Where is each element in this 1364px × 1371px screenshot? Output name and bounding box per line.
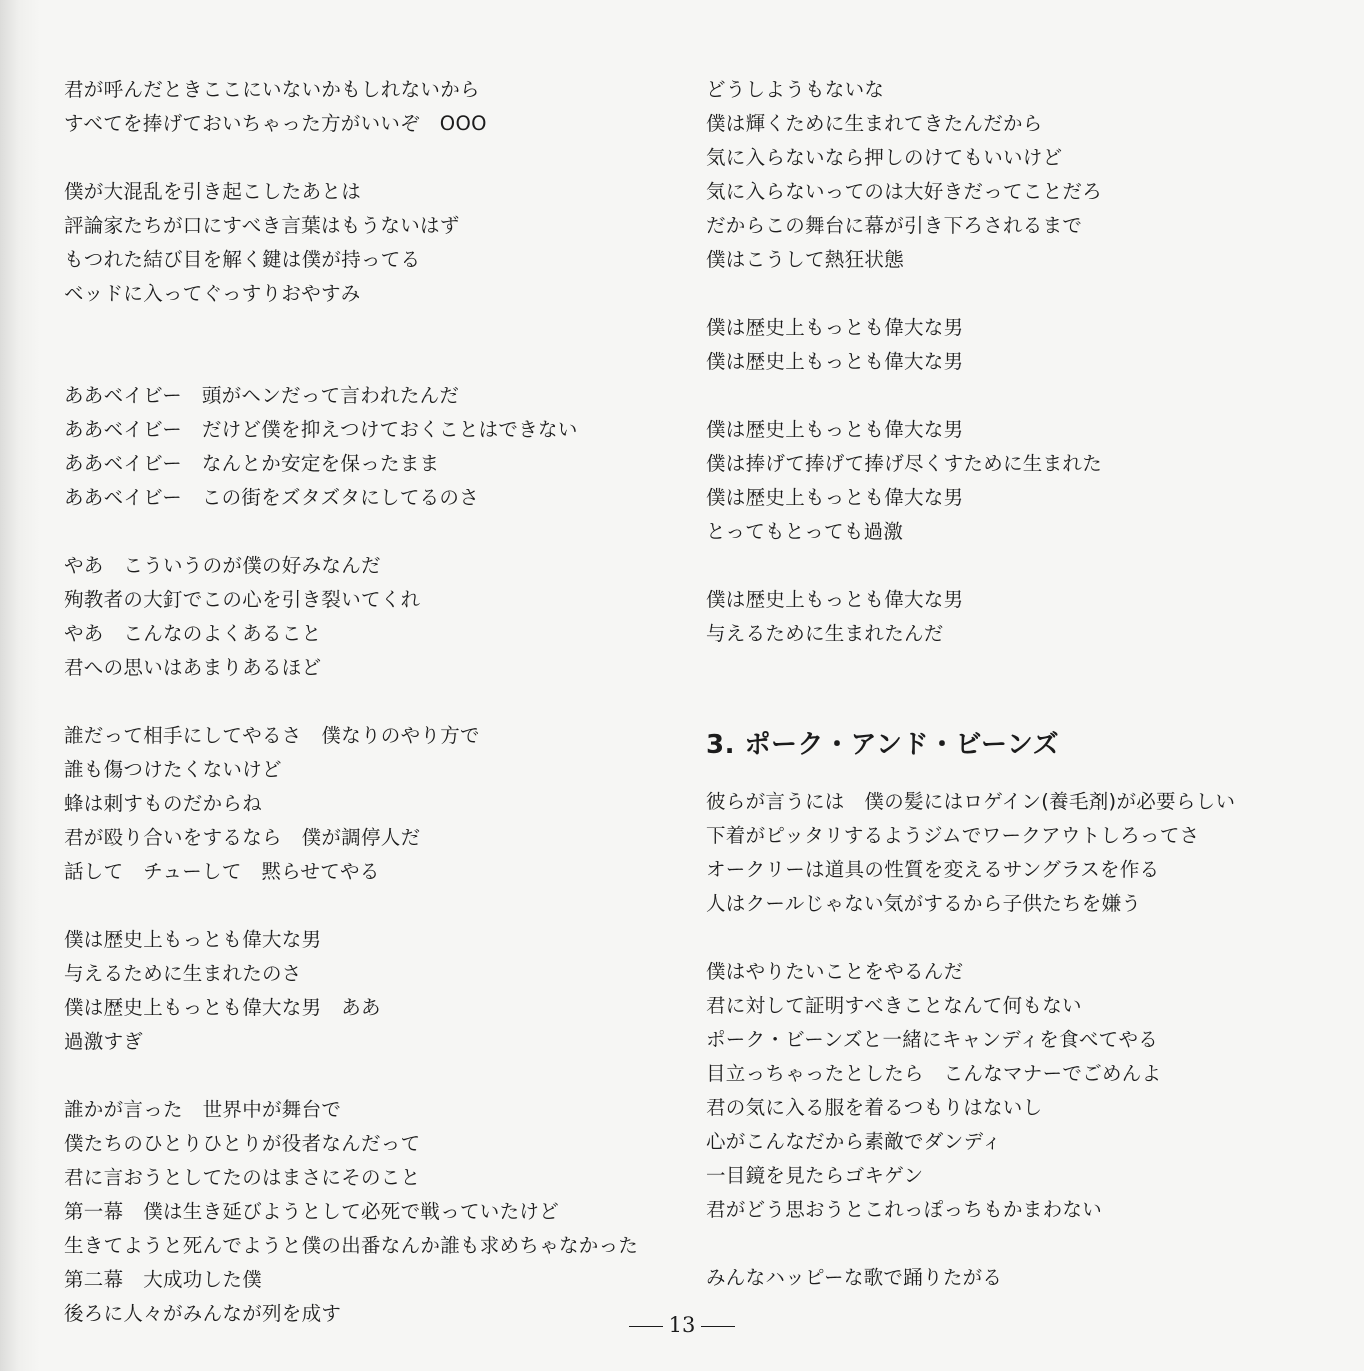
song-title: 3. ポーク・アンド・ビーンズ xyxy=(706,730,1060,760)
stanza xyxy=(64,73,664,141)
lyric-line: 僕が大混乱を引き起こしたあとは xyxy=(64,180,362,203)
lyric-line: 下着がピッタリするようジムでワークアウトしろってさ xyxy=(706,824,1200,847)
lyric-line: 与えるために生まれたんだ xyxy=(706,622,944,645)
right-column xyxy=(706,73,1326,1295)
stanza xyxy=(64,549,664,685)
lyric-line: ああベイビー この街をズタズタにしてるのさ xyxy=(64,486,480,509)
lyric-line: みんなハッピーな歌で踊りたがる xyxy=(706,1266,1003,1289)
stanza xyxy=(706,73,1326,277)
stanza xyxy=(706,785,1326,921)
lyric-line: 君に言おうとしてたのはまさにそのこと xyxy=(64,1166,421,1189)
lyric-line: オークリーは道具の性質を変えるサングラスを作る xyxy=(706,858,1160,881)
left-column xyxy=(64,73,664,1331)
left-dash xyxy=(629,1326,663,1327)
lyric-line: 蜂は刺すものだからね xyxy=(64,792,263,815)
lyric-line: 誰かが言った 世界中が舞台で xyxy=(64,1098,342,1121)
lyric-line: 評論家たちが口にすべき言葉はもうないはず xyxy=(64,214,460,237)
stanza xyxy=(64,923,664,1059)
stanza xyxy=(706,1261,1326,1295)
lyric-line: どうしようもないな xyxy=(706,78,885,101)
lyric-line: やあ こういうのが僕の好みなんだ xyxy=(64,554,381,577)
lyric-line: 僕はこうして熱狂状態 xyxy=(706,248,905,271)
stanza xyxy=(64,379,664,515)
lyric-line: 僕は歴史上もっとも偉大な男 ああ xyxy=(64,996,381,1019)
lyric-line: 僕はやりたいことをやるんだ xyxy=(706,960,964,983)
lyric-line: 君が殴り合いをするなら 僕が調停人だ xyxy=(64,826,421,849)
lyric-line: ああベイビー 頭がヘンだって言われたんだ xyxy=(64,384,460,407)
lyric-line: 僕は歴史上もっとも偉大な男 xyxy=(706,418,964,441)
lyric-line: 殉教者の大釘でこの心を引き裂いてくれ xyxy=(64,588,421,611)
lyric-line: 一目鏡を見たらゴキゲン xyxy=(706,1164,924,1187)
stanza xyxy=(706,955,1326,1227)
stanza xyxy=(706,311,1326,379)
lyric-line: 第一幕 僕は生き延びようとして必死で戦っていたけど xyxy=(64,1200,560,1223)
lyric-line: 過激すぎ xyxy=(64,1030,144,1053)
stanza xyxy=(64,1093,664,1331)
lyric-line: 僕は歴史上もっとも偉大な男 xyxy=(706,588,964,611)
lyric-line: 僕は歴史上もっとも偉大な男 xyxy=(706,486,964,509)
lyric-line: 心がこんなだから素敵でダンディ xyxy=(706,1130,1002,1153)
lyric-line: 君の気に入る服を着るつもりはないし xyxy=(706,1096,1043,1119)
lyric-line: 目立っちゃったとしたら こんなマナーでごめんよ xyxy=(706,1062,1162,1085)
lyric-line: 気に入らないってのは大好きだってことだろ xyxy=(706,180,1103,203)
lyric-line: 君が呼んだときここにいないかもしれないから xyxy=(64,78,480,101)
stanza xyxy=(64,719,664,889)
lyric-line: 僕は輝くために生まれてきたんだから xyxy=(706,112,1043,135)
stanza xyxy=(706,413,1326,549)
lyric-line: 僕は歴史上もっとも偉大な男 xyxy=(706,350,964,373)
lyric-line: 誰も傷つけたくないけど xyxy=(64,758,282,781)
lyric-line: ああベイビー だけど僕を抑えつけておくことはできない xyxy=(64,418,578,441)
lyric-line: 君に対して証明すべきことなんて何もない xyxy=(706,994,1082,1017)
lyric-line: すべてを捧げておいちゃった方がいいぞ OOO xyxy=(64,112,487,135)
stanza xyxy=(64,175,664,311)
lyric-line: 生きてようと死んでようと僕の出番なんか誰も求めちゃなかった xyxy=(64,1234,639,1257)
lyric-line: ベッドに入ってぐっすりおやすみ xyxy=(64,282,361,305)
lyric-line: ポーク・ビーンズと一緒にキャンディを食べてやる xyxy=(706,1028,1159,1051)
stanza xyxy=(706,583,1326,651)
lyric-line: 誰だって相手にしてやるさ 僕なりのやり方で xyxy=(64,724,480,747)
lyric-line: ああベイビー なんとか安定を保ったまま xyxy=(64,452,440,475)
lyric-line: 僕は歴史上もっとも偉大な男 xyxy=(64,928,322,951)
page-number-text: 13 xyxy=(668,1313,696,1337)
lyric-line: とってもとっても過激 xyxy=(706,520,904,543)
lyric-line: 後ろに人々がみんなが列を成す xyxy=(64,1302,342,1325)
lyric-line: やあ こんなのよくあること xyxy=(64,622,322,645)
lyric-line: 君がどう思おうとこれっぽっちもかまわない xyxy=(706,1198,1103,1221)
lyric-line: 僕は歴史上もっとも偉大な男 xyxy=(706,316,964,339)
lyric-line: だからこの舞台に幕が引き下ろされるまで xyxy=(706,214,1083,237)
lyric-line: 第二幕 大成功した僕 xyxy=(64,1268,263,1291)
page-number xyxy=(0,1313,1364,1337)
lyric-line: 人はクールじゃない気がするから子供たちを嫌う xyxy=(706,892,1142,915)
lyric-line: 与えるために生まれたのさ xyxy=(64,962,302,985)
right-dash xyxy=(701,1326,735,1327)
lyric-line: 僕は捧げて捧げて捧げ尽くすために生まれた xyxy=(706,452,1103,475)
lyric-line: 僕たちのひとりひとりが役者なんだって xyxy=(64,1132,421,1155)
lyric-line: 話して チューして 黙らせてやる xyxy=(64,860,380,883)
lyric-line: もつれた結び目を解く鍵は僕が持ってる xyxy=(64,248,421,271)
lyric-line: 君への思いはあまりあるほど xyxy=(64,656,322,679)
lyric-line: 気に入らないなら押しのけてもいいけど xyxy=(706,146,1063,169)
lyric-line: 彼らが言うには 僕の髪にはロゲイン(養毛剤)が必要らしい xyxy=(706,790,1236,813)
